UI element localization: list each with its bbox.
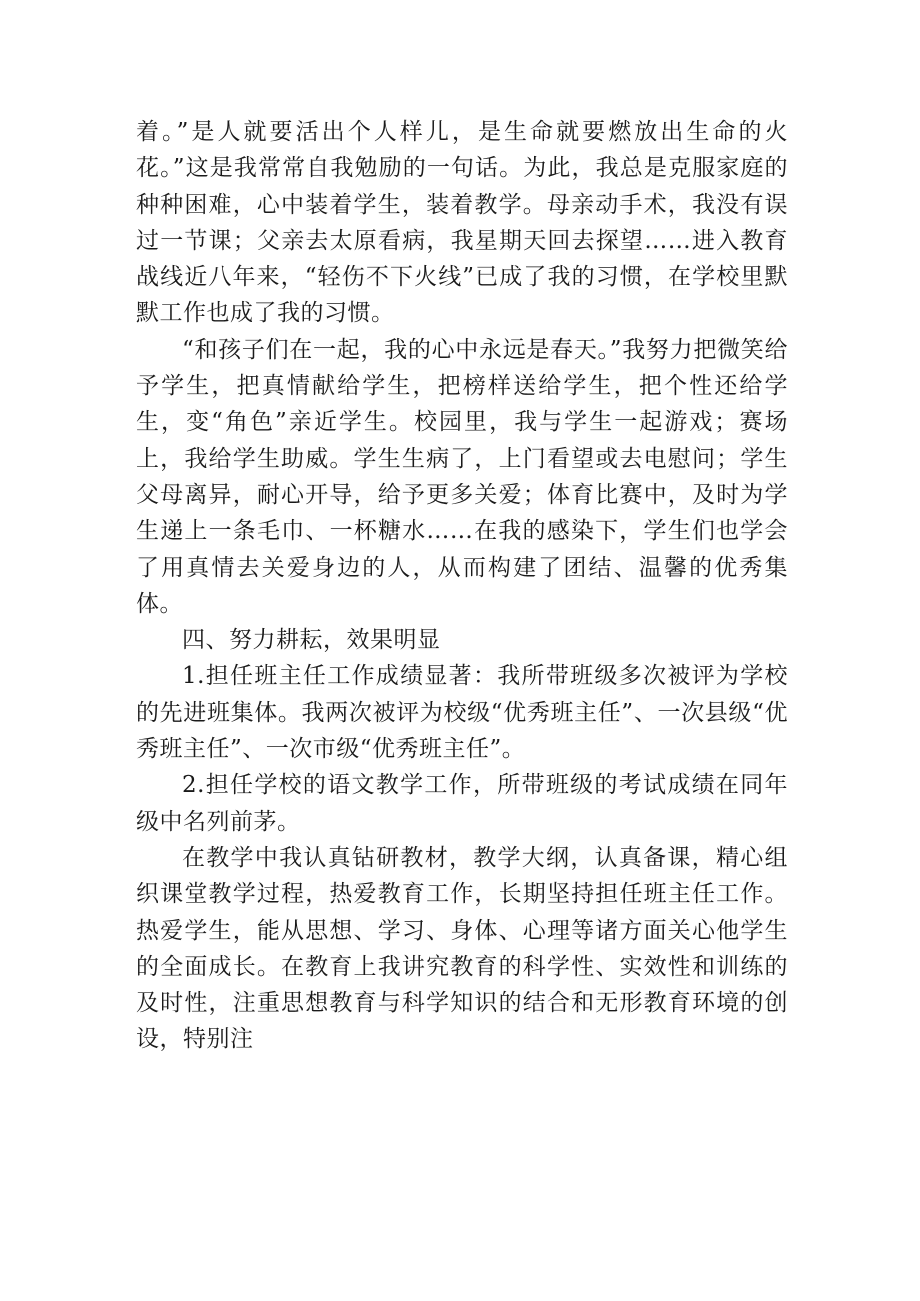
paragraph-continuation: 着。”是人就要活出个人样儿，是生命就要燃放出生命的火花。”这是我常常自我勉励的一句话。为此，我总是克服家庭的种种困难，心中装着学生，装着教学。母亲动手术，我没有误过一节课；父亲去太原看病，我星期天回去探望……进入教育战线近八年来，“轻伤不下火线”已成了我的习惯，在学校里默默工作也成了我的习惯。 — [136, 119, 788, 327]
section-heading-four: 四、努力耕耘，效果明显 — [182, 627, 441, 654]
paragraph-spring-with-children: “和孩子们在一起，我的心中永远是春天。”我努力把微笑给予学生，把真情献给学生，把榜样送给学生，把个性还给学生，变“角色”亲近学生。校园里，我与学生一起游戏；赛场上，我给学生助威。学生生病了，上门看望或去电慰问；学生父母离异，耐心开导，给予更多关爱；体育比赛中，及时为学生递上一条毛巾、一杯糖水……在我的感染下，学生们也学会了用真情去关爱身边的人，从而构建了团结、温馨的优秀集体。 — [136, 336, 788, 617]
paragraph-item-2-chinese-teaching: 2.担任学校的语文教学工作，所带班级的考试成绩在同年级中名列前茅。 — [136, 772, 788, 835]
document-body — [136, 114, 788, 1058]
paragraph-item-1-class-teacher: 1.担任班主任工作成绩显著：我所带班级多次被评为学校的先进班集体。我两次被评为校级“优秀班主任”、一次县级“优秀班主任”、一次市级“优秀班主任”。 — [136, 663, 788, 763]
paragraph-teaching-practice: 在教学中我认真钻研教材，教学大纲，认真备课，精心组织课堂教学过程，热爱教育工作，长期坚持担任班主任工作。热爱学生，能从思想、学习、身体、心理等诸方面关心他学生的全面成长。在教育上我讲究教育的科学性、实效性和训练的及时性，注重思想教育与科学知识的结合和无形教育环境的创设，特别注 — [136, 844, 788, 1053]
